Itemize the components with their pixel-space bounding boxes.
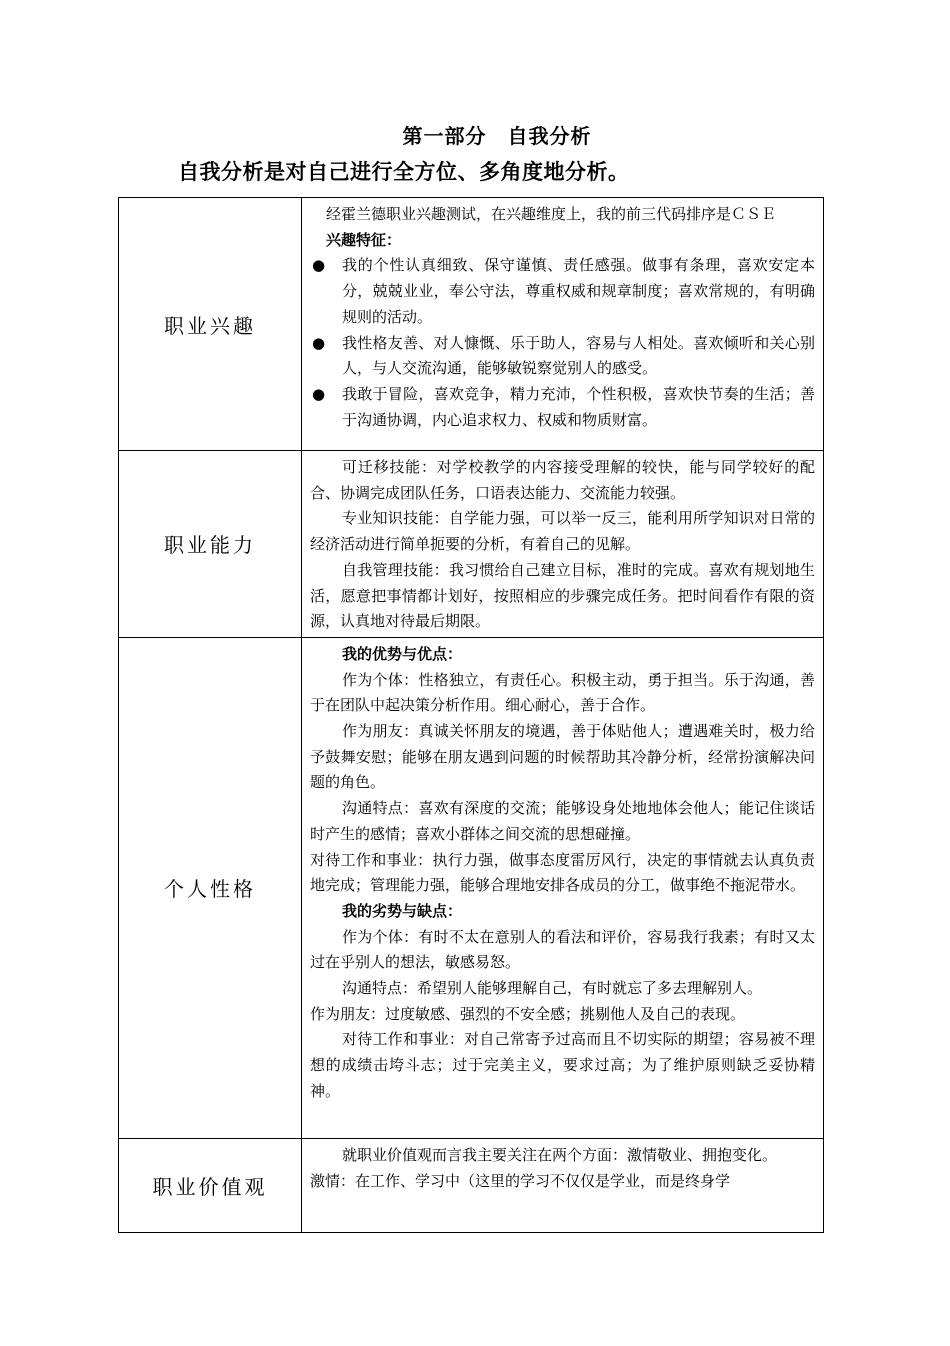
ability-paragraph: 自我管理技能：我习惯给自己建立目标，准时的完成。喜欢有规划地生活，愿意把事情都计划好，按照相应的步骤完成任务。把时间看作有限的资源，认真地对待最后期限。 <box>310 560 815 631</box>
ability-paragraph: 专业知识技能：自学能力强，可以举一反三，能利用所学知识对日常的经济活动进行简单扼要的分析，有着自己的见解。 <box>310 509 815 554</box>
weakness-item: 作为朋友：过度敏感、强烈的不安全感；挑剔他人及自己的表现。 <box>310 1004 746 1023</box>
row-ability <box>119 451 824 638</box>
strength-item: 沟通特点：喜欢有深度的交流；能够设身处地地体会他人；能记住谈话时产生的感情；喜欢小群体之间交流的思想碰撞。 <box>310 799 815 843</box>
ability-paragraph: 可迁移技能：对学校教学的内容接受理解的较快，能与同学较好的配合、协调完成团队任务，口语表达能力、交流能力较强。 <box>310 458 815 502</box>
content-ability <box>302 451 824 638</box>
row-personality <box>119 637 824 1138</box>
self-analysis-table <box>118 197 824 1233</box>
label-personality: 个人性格 <box>119 637 302 1138</box>
row-interest <box>119 198 824 451</box>
strength-item: 作为个体：性格独立，有责任心。积极主动，勇于担当。乐于沟通，善于在团队中起决策分析作用。细心耐心，善于合作。 <box>310 670 815 715</box>
row-values <box>119 1138 824 1232</box>
values-paragraph: 激情：在工作、学习中（这里的学习不仅仅是学业，而是终身学 <box>310 1171 731 1190</box>
strengths-heading: 我的优势与优点： <box>342 644 463 663</box>
interest-bullet-1: ● 我的个性认真细致、保守谨慎、责任感强。做事有条理，喜欢安定本分，兢兢业业，奉公守法，尊重权威和规章制度；喜欢常规的，有明确规则的活动。 <box>310 253 815 330</box>
interest-bullet-2: ● 我性格友善、对人慷慨、乐于助人，容易与人相处。喜欢倾听和关心别人，与人交流沟通，能够敏锐察觉别人的感受。 <box>310 331 815 382</box>
label-values: 职业价值观 <box>119 1138 302 1232</box>
bullet-dot-icon: ● <box>312 333 326 352</box>
interest-heading: 兴趣特征： <box>326 230 402 249</box>
strength-item: 作为朋友：真诚关怀朋友的境遇，善于体贴他人；遭遇难关时，极力给予鼓舞安慰；能够在朋友遇到问题的时候帮助其冷静分析，经常扮演解决问题的角色。 <box>310 722 815 792</box>
interest-bullet-3: ● 我敢于冒险，喜欢竞争，精力充沛，个性积极，喜欢快节奏的生活；善于沟通协调，内心追求权力、权威和物质财富。 <box>310 382 815 433</box>
weakness-item: 沟通特点：希望别人能够理解自己，有时就忘了多去理解别人。 <box>342 979 763 998</box>
weakness-item: 作为个体：有时不太在意别人的看法和评价，容易我行我素；有时又太过在乎别人的想法，敏感易怒。 <box>310 927 815 972</box>
label-interest: 职业兴趣 <box>119 198 302 451</box>
values-paragraph: 就职业价值观而言我主要关注在两个方面：激情敬业、拥抱变化。 <box>342 1145 778 1164</box>
content-interest <box>302 198 824 451</box>
strength-item: 对待工作和事业：执行力强，做事态度雷厉风行，决定的事情就去认真负责地完成；管理能力强，能够合理地安排各成员的分工，做事绝不拖泥带水。 <box>310 850 815 895</box>
page-title: 第一部分 自我分析 <box>402 124 592 148</box>
page-subtitle: 自我分析是对自己进行全方位、多角度地分析。 <box>178 159 630 184</box>
content-values <box>302 1138 824 1232</box>
weaknesses-heading: 我的劣势与缺点： <box>342 901 463 920</box>
weakness-item: 对待工作和事业：对自己常寄予过高而且不切实际的期望；容易被不理想的成绩击垮斗志；过于完美主义，要求过高；为了维护原则缺乏妥协精神。 <box>310 1030 815 1100</box>
content-personality <box>302 637 824 1138</box>
label-ability: 职业能力 <box>119 451 302 638</box>
bullet-dot-icon: ● <box>312 256 326 275</box>
bullet-dot-icon: ● <box>312 384 326 403</box>
interest-intro: 经霍兰德职业兴趣测试，在兴趣维度上，我的前三代码排序是ＣＳＥ <box>326 205 777 223</box>
